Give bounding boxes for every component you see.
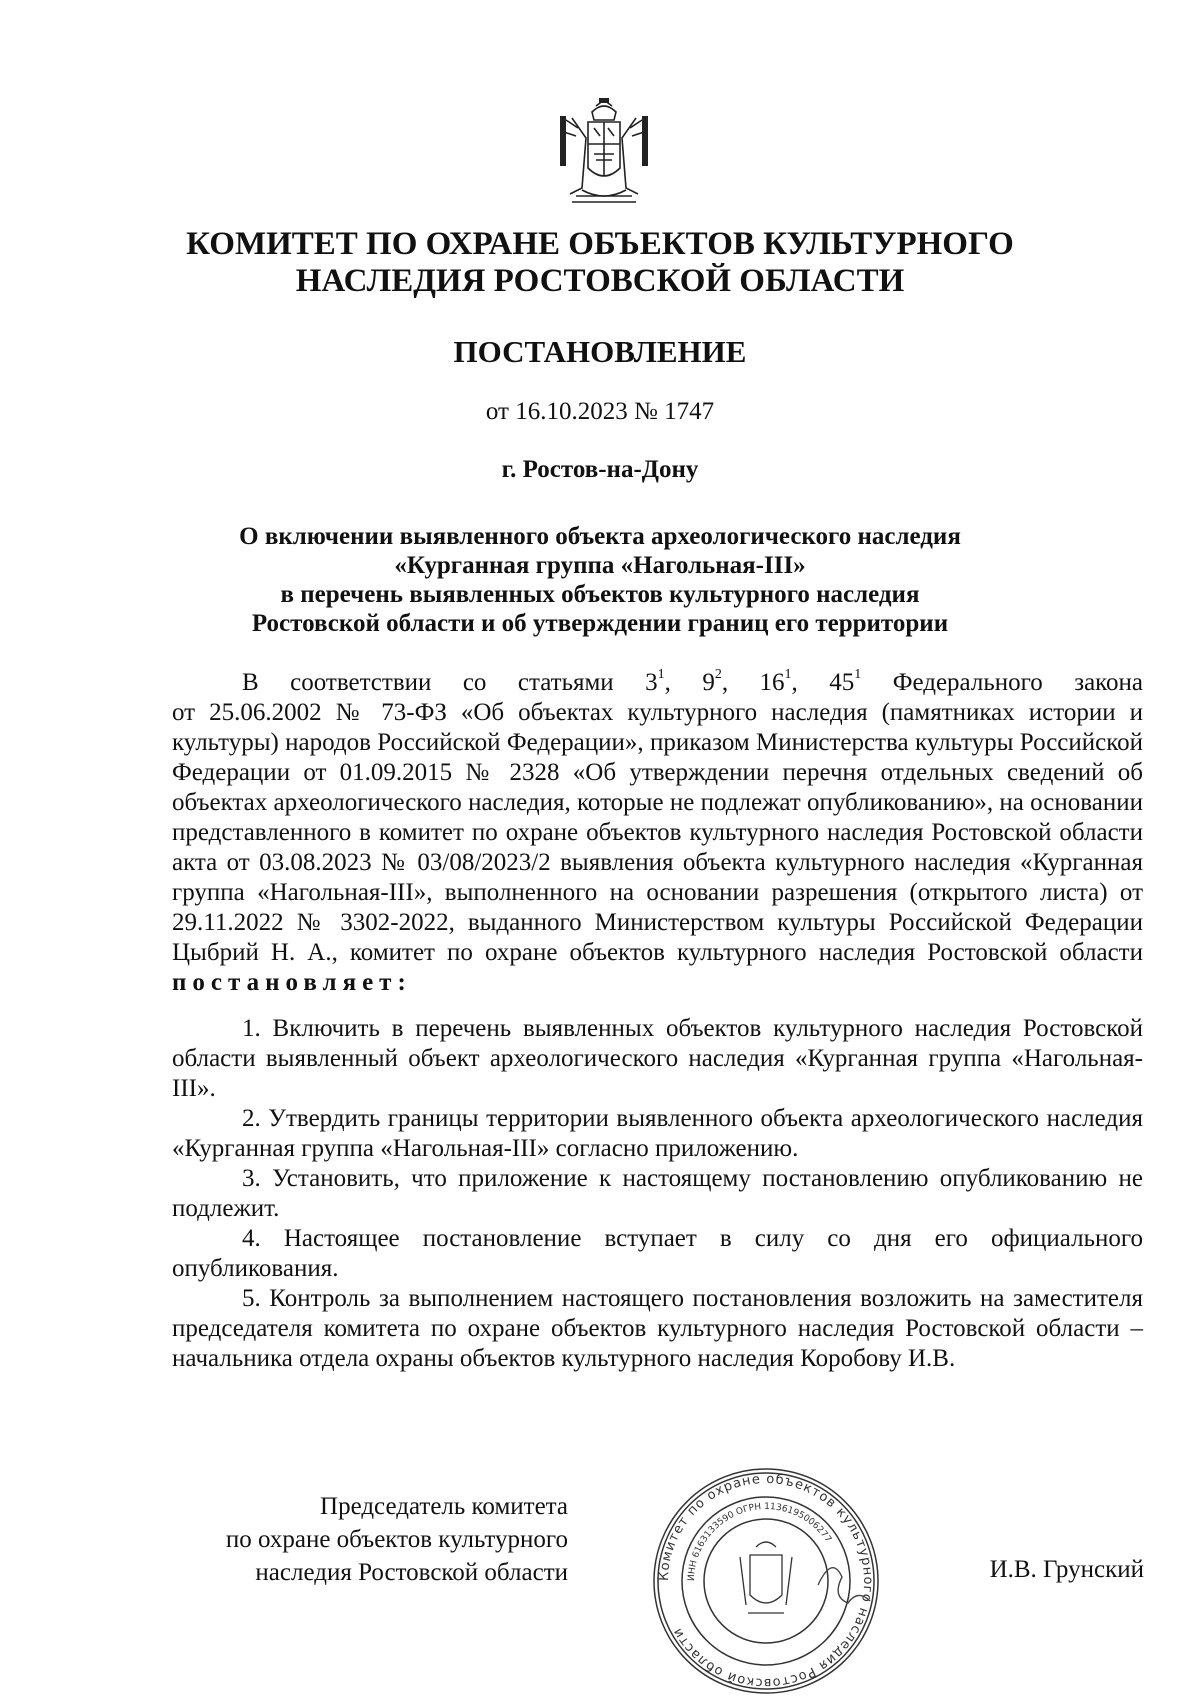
decree-item: 3. Установить, что приложение к настоящему постановлению опубликованию не подлежит. [172,1165,1143,1222]
org-title-line1: КОМИТЕТ ПО ОХРАНЕ ОБЪЕКТОВ КУЛЬТУРНОГО [186,226,1014,262]
article-ref: 16 [759,669,785,696]
document-type: ПОСТАНОВЛЕНИЕ [453,334,747,369]
decree-item: 1. Включить в перечень выявленных объектов культурного наследия Ростовской области выявленный объект археологического наследия «Курганная группа «Нагольная-III». [172,1015,1143,1102]
article-ref-sup: 1 [854,666,862,682]
seal-outer-text: Комитет по охране объектов культурного наследия Ростовской области [656,1471,876,1691]
article-ref-sup: 2 [714,666,722,682]
article-ref: 3 [645,669,658,696]
document-subject [0,522,1200,638]
decree-item: 2. Утвердить границы территории выявленного объекта археологического наследия «Курганная группа «Нагольная-III» согласно приложению. [172,1105,1143,1162]
position-line2: по охране объектов культурного [225,1526,568,1553]
preamble-paragraph [172,668,1143,998]
subject-line1: О включении выявленного объекта археологического наследия [239,523,961,550]
document-body [172,668,1143,1374]
position-line3: наследия Ростовской области [255,1559,568,1586]
org-title-line2: НАСЛЕДИЯ РОСТОВСКОЙ ОБЛАСТИ [295,263,905,299]
article-ref: 45 [829,669,855,696]
document-date-number: от 16.10.2023 № 1747 [485,398,715,425]
preamble-lead: В соответствии со статьями [242,669,614,696]
decree-items [172,1014,1143,1374]
subject-line3: в перечень выявленных объектов культурного наследия [280,581,920,608]
article-ref-sup: 1 [784,666,792,682]
coat-of-arms-emblem [552,98,656,208]
subject-line2: «Курганная группа «Нагольная-III» [394,552,806,579]
svg-text:ИНН 6163133590 ОГРН 1136195006 [687,1502,833,1581]
decree-item: 5. Контроль за выполнением настоящего постановления возложить на заместителя председателя комитета по охране объектов культурного наследия Ростовской области – начальника отдела охраны объектов культурного наследия Коробову И.В. [172,1285,1143,1372]
preamble-rest: от 25.06.2002 № 73-ФЗ «Об объектах культурного наследия (памятниках истории и культуры) народов Российской Федерации», приказом Министерства культуры Российской Федерации от 01.09.2015 № 2328 «Об утверждении перечня отдельных сведений об объектах археологического наследия, которые не подлежат опубликованию», на основании представленного в комитет по охране объектов культурного наследия Ростовской области акта от 03.08.2023 № 03/08/2023/2 выявления объекта культурного наследия «Курганная группа «Нагольная-III», выполненного на основании разрешения (открытого листа) от 29.11.2022 № 3302-2022, выданного Министерством культуры Российской Федерации Цыбрий Н. А., комитет по охране объектов культурного наследия Ростовской области [172,699,1143,966]
preamble-tail: Федерального закона [892,669,1144,696]
position-line1: Председатель комитета [320,1493,568,1520]
document-city: г. Ростов-на-Дону [501,456,699,483]
seal-inner-text: ИНН 6163133590 ОГРН 1136195006277 [686,1501,833,1582]
article-ref: 9 [702,669,715,696]
seal-emblem-icon [740,1542,792,1613]
decree-item: 4. Настоящее постановление вступает в силу со дня его официального опубликования. [172,1225,1143,1282]
article-ref-sup: 1 [657,666,665,682]
preamble-first-line: В соответствии со статьями $3^1$, $9^2$, $16^1$, $45^1$ Федерального закона [242,666,1144,696]
signatory-name: И.В. Грунский [989,1556,1144,1583]
decree-word: постановляет: [172,969,412,996]
signatory-position [172,1490,568,1589]
organization-title [0,226,1200,300]
subject-line4: Ростовской области и об утверждении границ его территории [251,610,949,637]
official-seal [650,1465,882,1697]
